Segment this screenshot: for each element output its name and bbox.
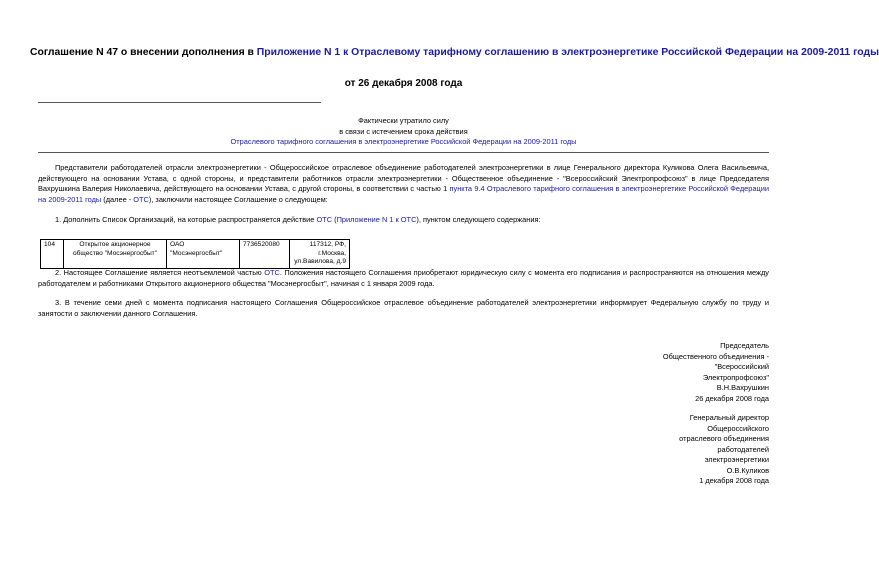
- signature-block-union: [663, 341, 769, 404]
- signature-line: "Всероссийский: [714, 362, 769, 371]
- org-address: 117312, РФ, г.Москва, ул.Вавилова, д.9: [290, 240, 350, 269]
- status-notice: [38, 116, 769, 148]
- preamble-text-c: ), заключили настоящее Соглашение о следующем:: [148, 194, 328, 204]
- signature-line: Общероссийского: [707, 423, 769, 433]
- clause-1-text-a: 1. Дополнить Список Организаций, на которые распространяется действие: [55, 215, 317, 224]
- table-row: [41, 240, 350, 269]
- divider-top: [38, 102, 321, 103]
- clause-2-text-a: 2. Настоящее Соглашение является неотъемлемой частью: [55, 268, 265, 277]
- ots-link[interactable]: ОТС: [133, 194, 149, 204]
- divider-bottom: [38, 152, 769, 153]
- status-line-1: Фактически утратило силу: [358, 116, 449, 125]
- signature-line: 1 декабря 2008 года: [699, 476, 769, 485]
- signature-line: Электропрофсоюз": [702, 372, 769, 382]
- signature-line: электроэнергетики: [704, 455, 769, 464]
- appendix-1-link[interactable]: Приложение N 1 к ОТС: [336, 215, 417, 224]
- preamble-text-b: (далее -: [101, 194, 134, 204]
- preamble-paragraph: [38, 163, 769, 205]
- clause-3-paragraph: 3. В течение семи дней с момента подписания настоящего Соглашения Общероссийское отраслевое объединение работодателей электроэнергетики информирует Федеральную службу по труду и занятости о заключении данного Соглашения.: [38, 298, 769, 318]
- appendix-link[interactable]: Приложение N 1 к Отраслевому тарифному соглашению в электроэнергетике Российской Федерации на 2009-2011 годы: [256, 47, 879, 58]
- signature-line: Председатель: [720, 341, 769, 350]
- clause-2-text-b: . Положения настоящего Соглашения приобретают юридическую силу с момента его подписания и распространяются на отношения между работодателем и работниками Открытого акционерного общества "Мосэнергосбыт", начиная с 1 января 2009 года.: [38, 268, 769, 288]
- row-number: 104: [41, 240, 64, 269]
- signature-block-employers: [679, 413, 769, 487]
- org-full-name: Открытое акционерное общество "Мосэнергосбыт": [64, 240, 167, 269]
- preamble-text-a: Представители работодателей отрасли электроэнергетики - Общероссийское отраслевое объединение работодателей электроэнергетики в лице Генерального директора Куликова Олега Васильевича, действующего на основании Устава, с одной стороны, и представители работников отрасли электроэнергетики - Общественное объединение - "Всероссийский Электропрофсоюз" в лице Председателя Вахрушкина Валерия Николаевича, действующего на основании Устава, с другой стороны, в соответствии с частью 1: [38, 163, 769, 194]
- signature-line: Генеральный директор: [689, 413, 769, 422]
- status-agreement-link[interactable]: Отраслевого тарифного соглашения в электроэнергетике Российской Федерации на 2009-2011 годы: [230, 137, 577, 146]
- document-date: от 26 декабря 2008 года: [344, 78, 463, 89]
- organization-table: [40, 239, 350, 269]
- title-prefix: Соглашение N 47 о внесении дополнения в: [30, 47, 257, 58]
- signature-line: работодателей: [717, 444, 769, 454]
- clause-9-4-link[interactable]: пункта 9.4 Отраслевого тарифного соглашения в электроэнергетике Российской Федерации на 2009-2011 годы: [38, 184, 769, 204]
- signature-line: отраслевого объединения: [679, 434, 769, 443]
- clause-1-paragraph: [38, 215, 769, 226]
- org-inn: 7736520080: [240, 240, 290, 269]
- clause-2-paragraph: [38, 268, 769, 289]
- status-line-2: в связи с истечением срока действия: [339, 126, 468, 136]
- clause-1-text-c: ), пунктом следующего содержания:: [416, 215, 541, 224]
- signature-line: 26 декабря 2008 года: [695, 393, 769, 403]
- signature-line: О.В.Куликов: [726, 465, 769, 475]
- signature-line: В.Н.Вахрушкин: [716, 383, 769, 392]
- document-title: [30, 46, 879, 59]
- ots-link[interactable]: ОТС: [316, 215, 333, 224]
- clause-1-text-b: (: [332, 215, 337, 224]
- org-short-name: ОАО "Мосэнергосбыт": [167, 240, 240, 269]
- signature-line: Общественного объединения -: [662, 351, 769, 361]
- ots-link[interactable]: ОТС: [264, 268, 280, 277]
